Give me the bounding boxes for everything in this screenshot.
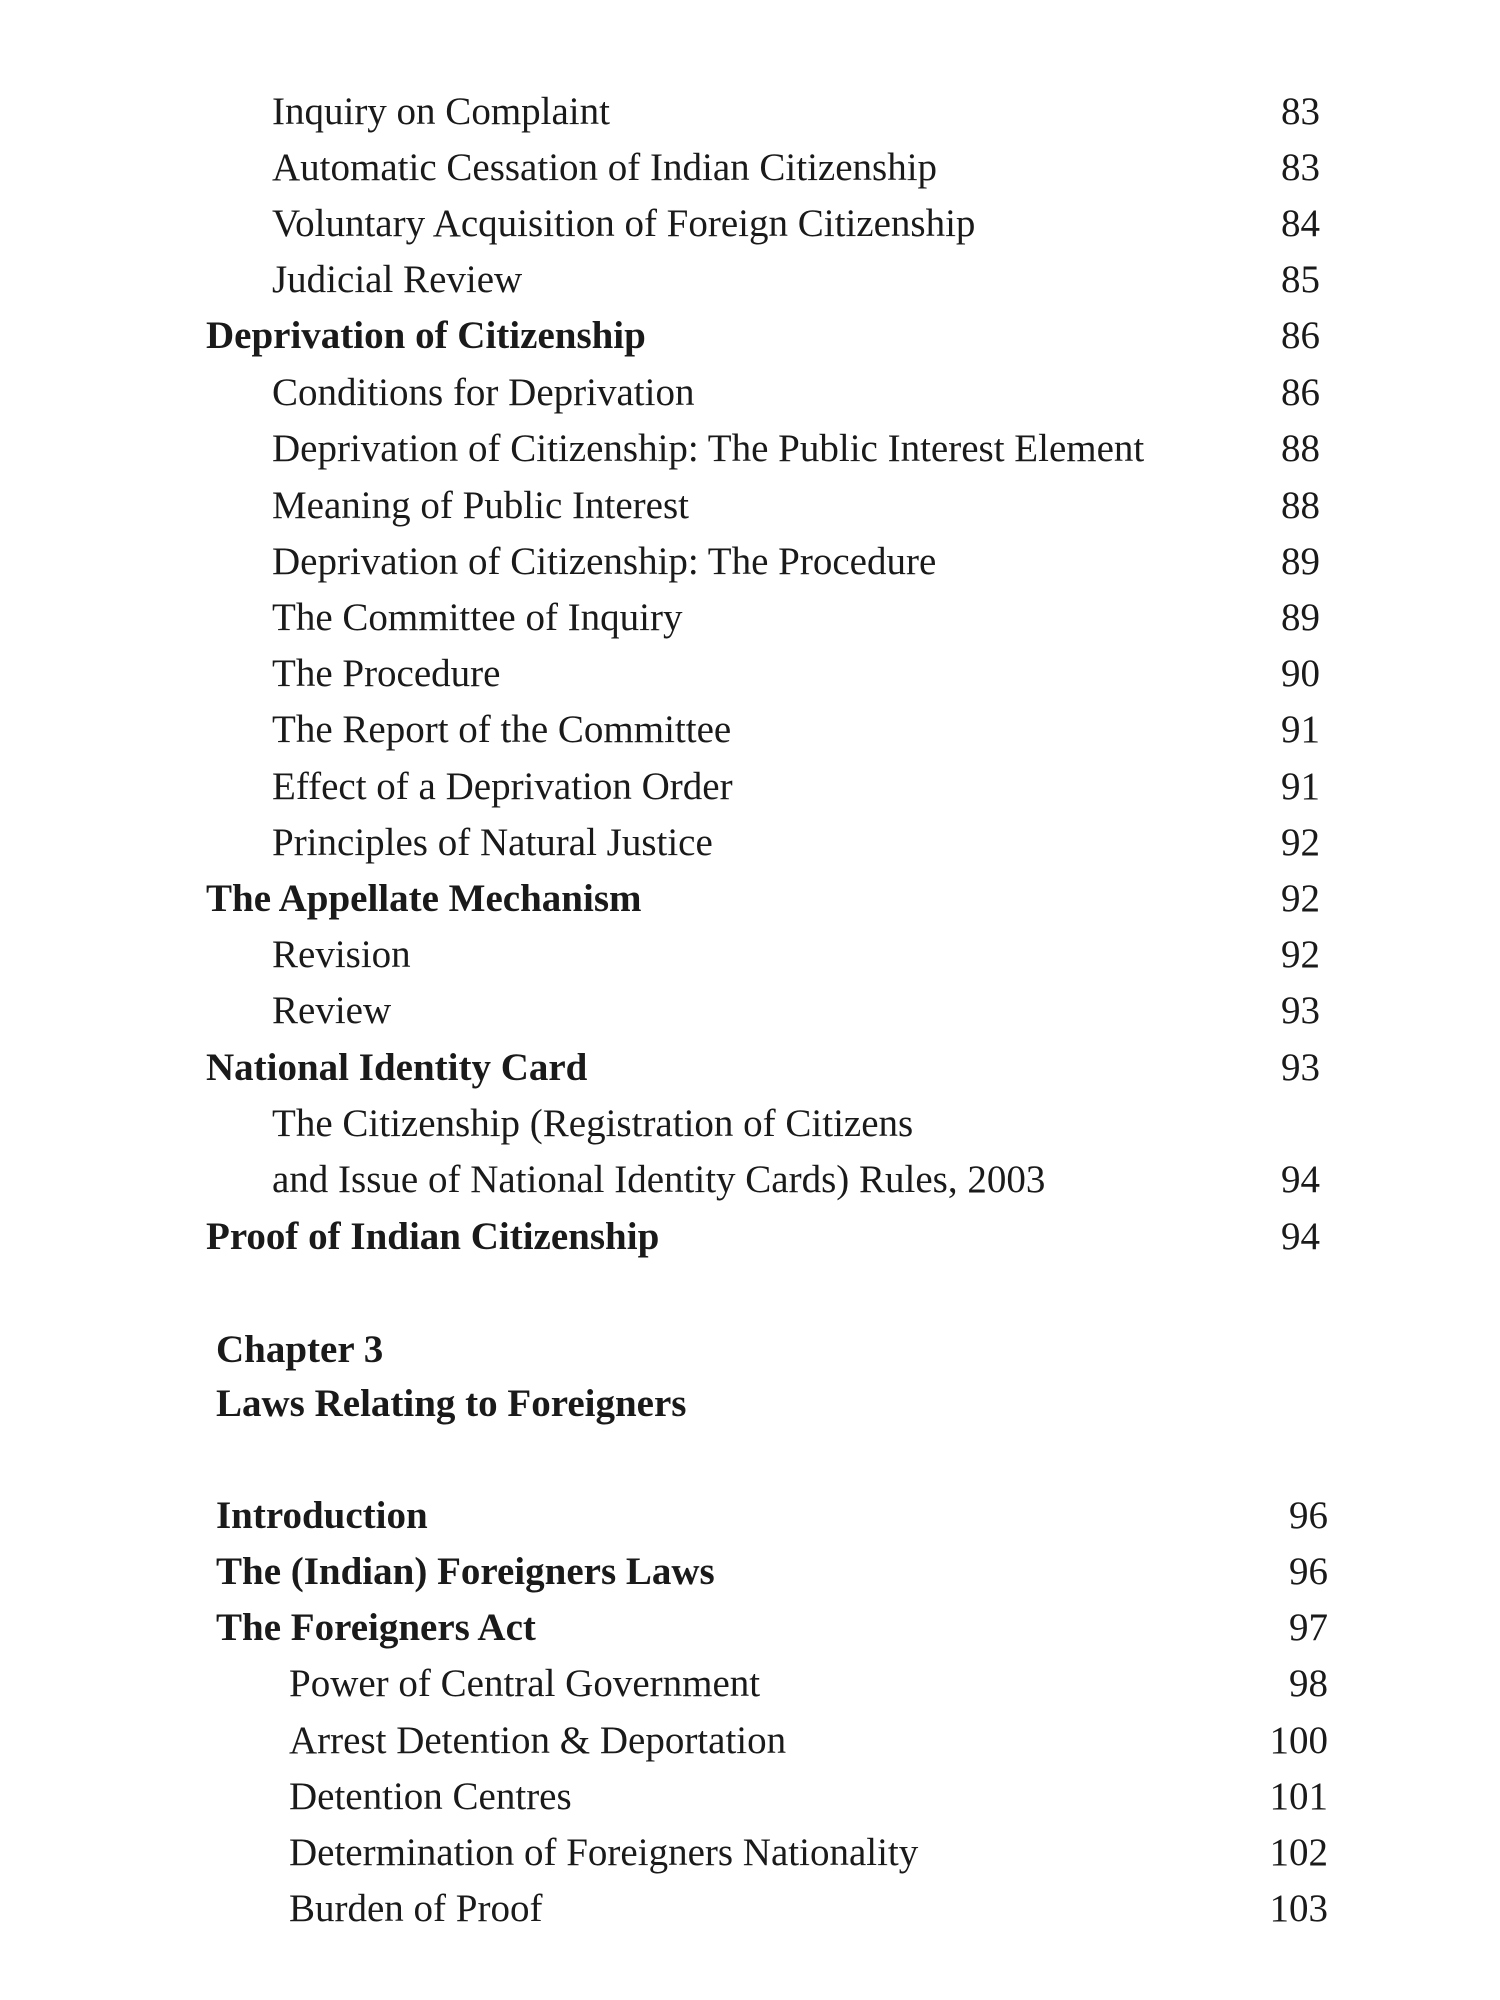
toc-entry-title: Meaning of Public Interest bbox=[272, 484, 689, 527]
toc-entry-title: Introduction bbox=[216, 1494, 428, 1537]
toc-entry-page-number: 96 bbox=[1289, 1550, 1328, 1593]
toc-entry-page-number: 93 bbox=[1281, 1046, 1320, 1089]
toc-entry-page-number: 97 bbox=[1289, 1606, 1328, 1649]
toc-entry bbox=[272, 536, 1320, 588]
toc-entry-page-number: 90 bbox=[1281, 652, 1320, 695]
toc-entry-title: Arrest Detention & Deportation bbox=[289, 1719, 787, 1762]
toc-entry-title: The Procedure bbox=[272, 652, 501, 695]
toc-entry-title: Deprivation of Citizenship: The Public Interest Element bbox=[272, 427, 1145, 470]
toc-entry-title: Deprivation of Citizenship: The Procedure bbox=[272, 540, 937, 583]
toc-entry-page-number: 89 bbox=[1281, 596, 1320, 639]
toc-entry bbox=[272, 648, 1320, 700]
toc-entry-page-number: 85 bbox=[1281, 258, 1320, 301]
toc-entry bbox=[272, 985, 1320, 1037]
toc-entry-page-number: 100 bbox=[1269, 1719, 1328, 1762]
toc-entry bbox=[272, 1098, 1320, 1150]
toc-entry bbox=[272, 142, 1320, 194]
toc-entry-page-number: 86 bbox=[1281, 371, 1320, 414]
toc-section-heading bbox=[216, 1546, 1328, 1598]
toc-entry-title: The Foreigners Act bbox=[216, 1606, 536, 1649]
toc-entry-title: Voluntary Acquisition of Foreign Citizenship bbox=[272, 202, 976, 245]
toc-entry-page-number: 86 bbox=[1281, 314, 1320, 357]
toc-entry bbox=[289, 1827, 1328, 1879]
toc-entry-page-number: 94 bbox=[1281, 1215, 1320, 1258]
toc-entry-page-number: 91 bbox=[1281, 708, 1320, 751]
toc-section-heading bbox=[216, 1490, 1328, 1542]
toc-entry-title: Automatic Cessation of Indian Citizenship bbox=[272, 146, 938, 189]
toc-entry-title: The Appellate Mechanism bbox=[206, 877, 642, 920]
toc-entry bbox=[272, 480, 1320, 532]
toc-entry-page-number: 101 bbox=[1269, 1775, 1328, 1818]
toc-entry-title: Principles of Natural Justice bbox=[272, 821, 713, 864]
toc-section-heading bbox=[206, 310, 1320, 362]
toc-entry-title: Proof of Indian Citizenship bbox=[206, 1215, 660, 1258]
toc-entry bbox=[272, 1154, 1320, 1206]
toc-entry-title: Determination of Foreigners Nationality bbox=[289, 1831, 919, 1874]
toc-entry bbox=[272, 929, 1320, 981]
toc-entry bbox=[272, 254, 1320, 306]
toc-entry bbox=[272, 86, 1320, 138]
toc-entry-page-number: 88 bbox=[1281, 427, 1320, 470]
toc-entry-title: and Issue of National Identity Cards) Rules, 2003 bbox=[272, 1158, 1046, 1201]
toc-entry-page-number: 102 bbox=[1269, 1831, 1328, 1874]
toc-entry bbox=[272, 367, 1320, 419]
toc-entry-title: The Committee of Inquiry bbox=[272, 596, 683, 639]
toc-entry bbox=[272, 761, 1320, 813]
toc-entry-page-number: 89 bbox=[1281, 540, 1320, 583]
toc-entry bbox=[289, 1715, 1328, 1767]
toc-entry-title: National Identity Card bbox=[206, 1046, 588, 1089]
toc-entry-page-number: 83 bbox=[1281, 146, 1320, 189]
toc-entry-page-number: 84 bbox=[1281, 202, 1320, 245]
toc-entry-page-number: 83 bbox=[1281, 90, 1320, 133]
toc-entry bbox=[289, 1883, 1328, 1935]
toc-entry-page-number: 96 bbox=[1289, 1494, 1328, 1537]
toc-entry-page-number: 103 bbox=[1269, 1887, 1328, 1930]
toc-entry-title: Revision bbox=[272, 933, 411, 976]
toc-entry bbox=[272, 198, 1320, 250]
toc-entry-title: Inquiry on Complaint bbox=[272, 90, 610, 133]
toc-entry-title: The Report of the Committee bbox=[272, 708, 732, 751]
toc-entry-title: Deprivation of Citizenship bbox=[206, 314, 646, 357]
toc-entry-title: Conditions for Deprivation bbox=[272, 371, 695, 414]
toc-entry bbox=[289, 1771, 1328, 1823]
chapter-number: Chapter 3 bbox=[216, 1328, 384, 1371]
toc-entry-page-number: 91 bbox=[1281, 765, 1320, 808]
toc-entry-title: Judicial Review bbox=[272, 258, 523, 301]
chapter-title: Laws Relating to Foreigners bbox=[216, 1382, 687, 1425]
toc-entry-title: Review bbox=[272, 989, 392, 1032]
toc-entry-page-number: 88 bbox=[1281, 484, 1320, 527]
toc-entry-page-number: 98 bbox=[1289, 1662, 1328, 1705]
toc-entry-title: Effect of a Deprivation Order bbox=[272, 765, 733, 808]
toc-entry-page-number: 94 bbox=[1281, 1158, 1320, 1201]
toc-entry-title: The Citizenship (Registration of Citizens bbox=[272, 1102, 914, 1145]
toc-entry-page-number: 92 bbox=[1281, 877, 1320, 920]
toc-entry bbox=[289, 1658, 1328, 1710]
toc-entry bbox=[272, 423, 1320, 475]
toc-section-heading bbox=[216, 1602, 1328, 1654]
toc-entry-page-number: 92 bbox=[1281, 933, 1320, 976]
toc-entry-title: Power of Central Government bbox=[289, 1662, 761, 1705]
toc-entry bbox=[272, 704, 1320, 756]
toc-entry-page-number: 93 bbox=[1281, 989, 1320, 1032]
toc-entry bbox=[272, 817, 1320, 869]
toc-entry-title: Detention Centres bbox=[289, 1775, 572, 1818]
toc-section-heading bbox=[206, 1042, 1320, 1094]
toc-entry-title: Burden of Proof bbox=[289, 1887, 543, 1930]
toc-section-heading bbox=[206, 873, 1320, 925]
toc-entry-page-number: 92 bbox=[1281, 821, 1320, 864]
toc-entry bbox=[272, 592, 1320, 644]
toc-entry-title: The (Indian) Foreigners Laws bbox=[216, 1550, 715, 1593]
toc-section-heading bbox=[206, 1211, 1320, 1263]
